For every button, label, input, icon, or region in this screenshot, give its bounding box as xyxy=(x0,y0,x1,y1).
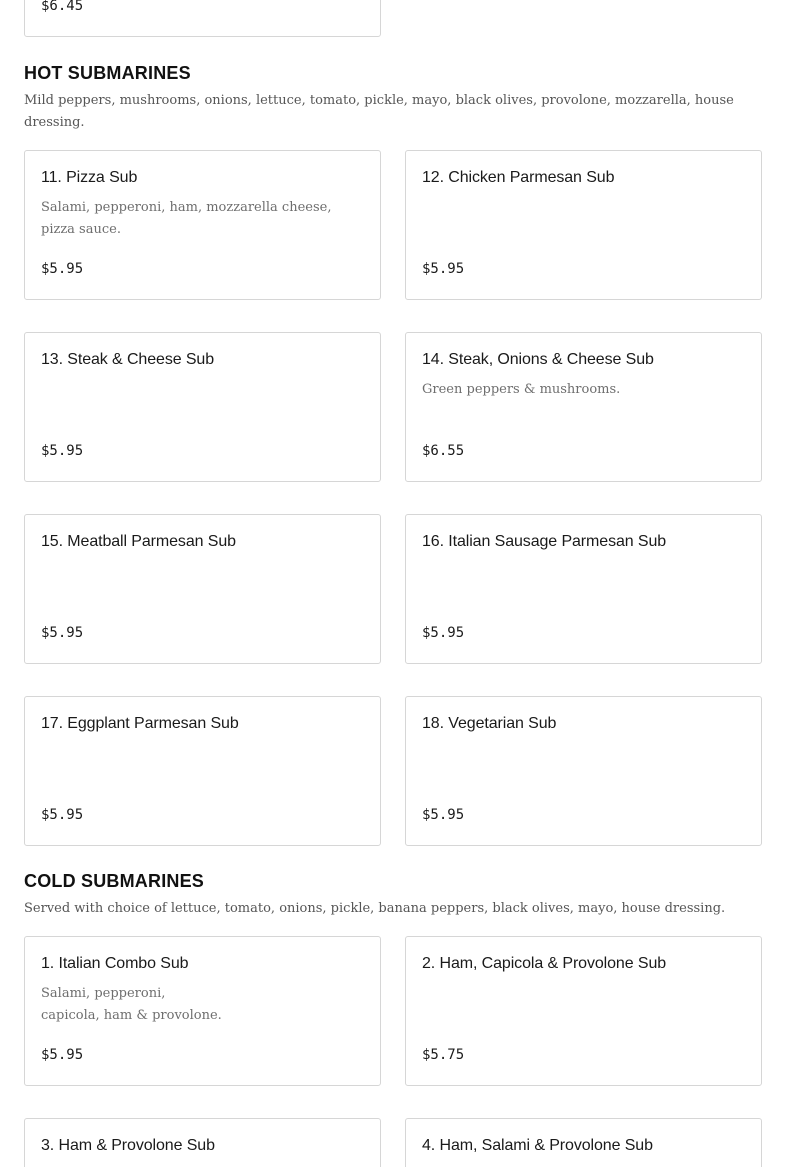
item-price: $5.95 xyxy=(41,261,84,277)
item-name: 13. Steak & Cheese Sub xyxy=(41,351,215,368)
menu-item-card[interactable] xyxy=(24,1118,381,1167)
item-price: $5.95 xyxy=(41,625,84,641)
item-name: 16. Italian Sausage Parmesan Sub xyxy=(422,533,667,550)
menu-item-card[interactable] xyxy=(405,1118,762,1167)
item-price: $5.95 xyxy=(422,807,465,823)
item-price: $5.75 xyxy=(422,1047,465,1063)
menu-item-card[interactable] xyxy=(405,936,762,1086)
item-name: 2. Ham, Capicola & Provolone Sub xyxy=(422,955,667,972)
item-price: $6.45 xyxy=(41,0,84,14)
menu-item-card[interactable] xyxy=(24,514,381,664)
item-description: Salami, pepperoni, ham, mozzarella cheese, pizza sauce. xyxy=(41,200,332,237)
item-price: $5.95 xyxy=(41,443,84,459)
item-price: $5.95 xyxy=(422,625,465,641)
section-description-cold: Served with choice of lettuce, tomato, onions, pickle, banana peppers, black olives, mayo, house dressing. xyxy=(24,901,726,916)
item-name: 18. Vegetarian Sub xyxy=(422,715,557,732)
item-price: $5.95 xyxy=(422,261,465,277)
section-title-hot: HOT SUBMARINES xyxy=(24,63,191,83)
item-description: Green peppers & mushrooms. xyxy=(422,382,621,397)
item-price: $6.55 xyxy=(422,443,465,459)
menu-item-card[interactable] xyxy=(24,0,381,37)
menu-item-card[interactable] xyxy=(24,696,381,846)
menu-item-card[interactable] xyxy=(405,150,762,300)
menu-item-card[interactable] xyxy=(24,150,381,300)
section-description-hot: Mild peppers, mushrooms, onions, lettuce, tomato, pickle, mayo, black olives, provolone, mozzarella, house dressing. xyxy=(24,93,734,130)
item-name: 11. Pizza Sub xyxy=(41,169,138,186)
item-name: 1. Italian Combo Sub xyxy=(41,955,189,972)
menu-item-card[interactable] xyxy=(405,514,762,664)
section-title-cold: COLD SUBMARINES xyxy=(24,871,205,891)
item-price: $5.95 xyxy=(41,807,84,823)
menu-item-card[interactable] xyxy=(405,332,762,482)
item-description: Salami, pepperoni, capicola, ham & provolone. xyxy=(41,986,222,1023)
menu-item-card[interactable] xyxy=(24,936,381,1086)
item-price: $5.95 xyxy=(41,1047,84,1063)
menu-item-card[interactable] xyxy=(405,696,762,846)
menu-item-card[interactable] xyxy=(24,332,381,482)
item-name: 14. Steak, Onions & Cheese Sub xyxy=(422,351,654,368)
item-name: 12. Chicken Parmesan Sub xyxy=(422,169,615,186)
item-name: 3. Ham & Provolone Sub xyxy=(41,1137,215,1154)
item-name: 17. Eggplant Parmesan Sub xyxy=(41,715,239,732)
item-name: 15. Meatball Parmesan Sub xyxy=(41,533,236,550)
item-name: 4. Ham, Salami & Provolone Sub xyxy=(422,1137,653,1154)
